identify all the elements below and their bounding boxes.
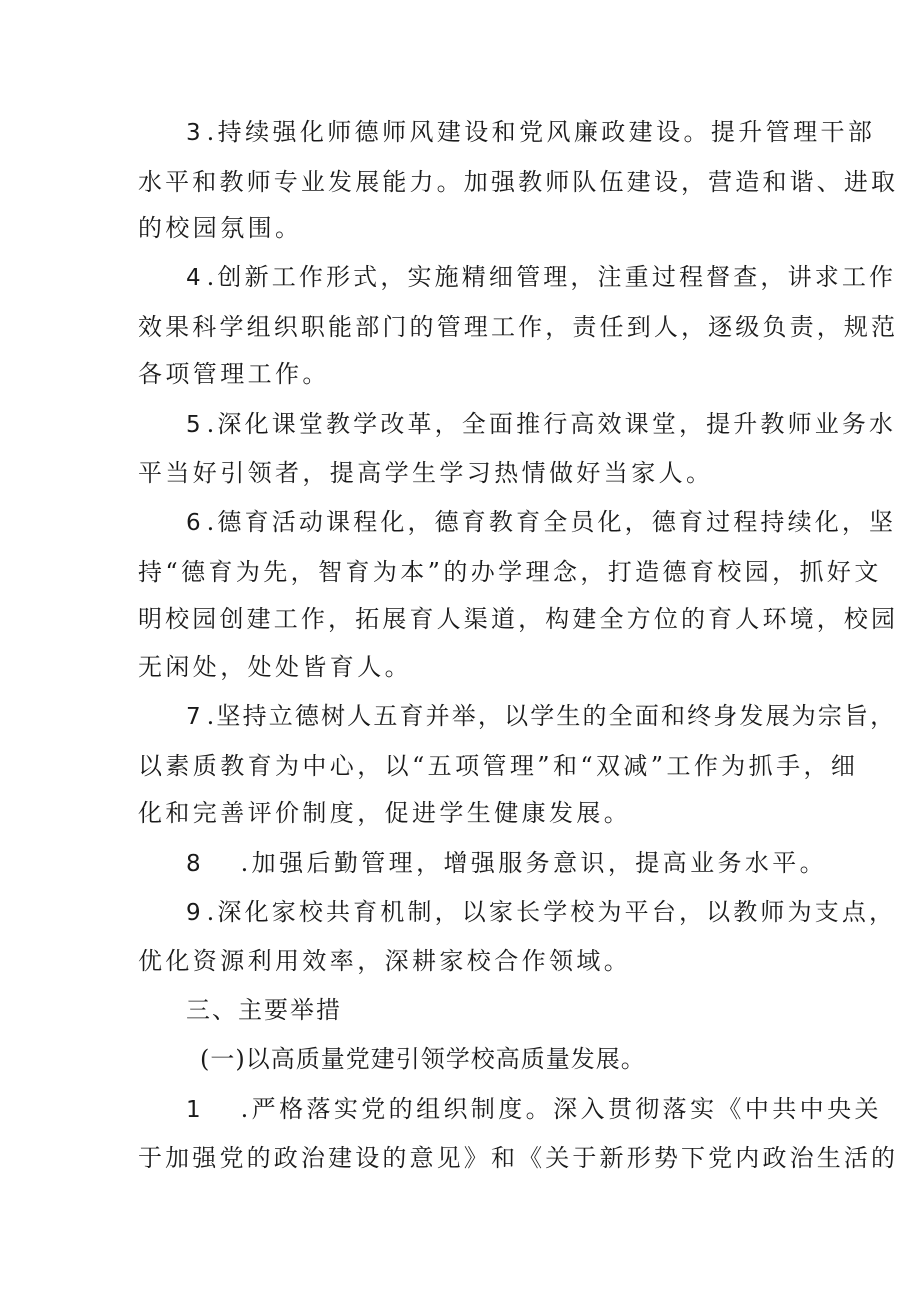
item-number: 7	[186, 704, 201, 730]
item-5-line-2: 平当好引领者，提高学生学习热情做好当家人。	[138, 459, 714, 487]
item-number: 3	[186, 120, 201, 146]
item-3-line-2: 水平和教师专业发展能力。加强教师队伍建设，营造和谐、进取	[138, 168, 899, 196]
item-number: 5	[186, 412, 201, 438]
item-7-line-1	[186, 701, 896, 731]
item-text: .创新工作形式，实施精细管理，注重过程督查，讲求工作	[206, 263, 897, 291]
measure-1-line-1	[186, 1094, 882, 1124]
item-3-line-3: 的校园氛围。	[138, 214, 303, 242]
item-9-line-2: 优化资源利用效率，深耕家校合作领域。	[138, 947, 632, 975]
item-4-line-3: 各项管理工作。	[138, 360, 330, 388]
section-heading: 三、主要举措	[186, 996, 342, 1024]
item-text: .加强后勤管理，增强服务意识，提高业务水平。	[240, 849, 828, 877]
measure-1-line-2: 于加强党的政治建设的意见》和《关于新形势下党内政治生活的	[138, 1144, 899, 1172]
item-9-line-1	[186, 897, 896, 927]
subsection-heading: (一)以高质量党建引领学校高质量发展。	[200, 1045, 646, 1073]
item-3-line-1	[186, 117, 875, 147]
item-number: 9	[186, 900, 201, 926]
item-number: 6	[186, 510, 201, 536]
item-8-line-1	[186, 848, 827, 878]
item-6-line-3: 明校园创建工作，拓展育人渠道，构建全方位的育人环境，校园	[138, 605, 899, 633]
item-4-line-1	[186, 262, 896, 292]
item-5-line-1	[186, 409, 896, 439]
item-text: .深化家校共育机制，以家长学校为平台，以教师为支点，	[206, 898, 897, 926]
item-6-line-2: 持“德育为先，智育为本”的办学理念，打造德育校园，抓好文	[138, 558, 882, 586]
item-7-line-3: 化和完善评价制度，促进学生健康发展。	[138, 799, 632, 827]
item-6-line-1	[186, 507, 896, 537]
item-6-line-4: 无闲处，处处皆育人。	[138, 653, 412, 681]
item-number: 1	[186, 1097, 201, 1123]
item-7-line-2: 以素质教育为中心，以“五项管理”和“双减”工作为抓手，细	[138, 752, 859, 780]
item-number: 4	[186, 265, 201, 291]
item-text: .坚持立德树人五育并举，以学生的全面和终身发展为宗旨，	[206, 702, 897, 730]
item-text: .深化课堂教学改革，全面推行高效课堂，提升教师业务水	[206, 410, 897, 438]
item-number: 8	[186, 851, 201, 877]
item-text: .持续强化师德师风建设和党风廉政建设。提升管理干部	[206, 118, 876, 146]
item-text: .德育活动课程化，德育教育全员化，德育过程持续化，坚	[206, 508, 897, 536]
item-4-line-2: 效果科学组织职能部门的管理工作，责任到人，逐级负责，规范	[138, 313, 899, 341]
item-text: .严格落实党的组织制度。深入贯彻落实《中共中央关	[240, 1095, 882, 1123]
